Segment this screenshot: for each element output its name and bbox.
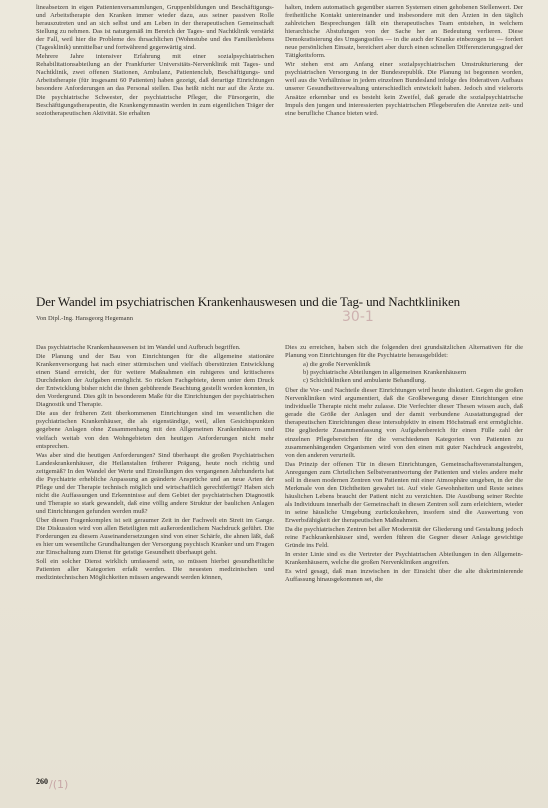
list-item: a) die große Nervenklinik xyxy=(303,361,371,369)
paragraph: Das Prinzip der offenen Tür in diesen Einrichtungen, Gemeinschaftsveranstaltungen, Anregungen zum Christlichen Selbstverantwortung der Patienten und vieles andere mehr soll in diesen modernen Zentren von Patienten mit einer Atmosphäre umgeben, in der die Merkmale von den Dichtheiten gewahrt ist. Auf viele Gewohnheiten und Reste seines häuslichen Lebens braucht der Patient nicht zu verzichten. Die Ausübung seiner Rechte als Individuum innerhalb der Gemeinschaft in diesen Zentren soll zum erleichtern, wieder in seine häusliche Umgebung zurückzukehren, insofern sind die Auswertung von Erwerbsfähigkeit der therapeutischen Maßnahmen. xyxy=(285,460,523,524)
paragraph: Es wird gesagt, daß man inzwischen in der Einsicht über die alte diskriminierende Auffassung hinausgekommen sei, die xyxy=(285,568,523,584)
paragraph: Was aber sind die heutigen Anforderungen? Sind überhaupt die großen Psychiatrischen Landeskrankenhäuser, die Heilanstalten früherer Prägung, heute noch richtig und zeitgemäß? In den Wandel der Werte und Einstellungen des vergangenen Jahrhunderts hat die Psychiatrie erhebliche Anpassung an geänderte Ansprüche und an neue Arten der Pflege und der Therapie technisch möglich und wirtschaftlich gerechtfertigt? Haben sich nicht die Auffassungen und Erkenntnisse auf dem Gebiet der psychiatrischen Diagnostik und Therapie so stark gewandelt, daß eine völlig andere Struktur der baulichen Anlagen und Einrichtungen gefunden werden muß? xyxy=(36,451,274,515)
paragraph: lineabsetzen in eigen Patientenversammlungen, Gruppenbildungen und Beschäftigungs- und Arbeitstherapie den Kranken immer wieder dazu, aus seiner passiven Rolle herauszutreten und an sich selbst und am Leben in der therapeutischen Gemeinschaft Stellung zu nehmen. Das ist naturgemäß im Bereich der Tages- und Nachtklinik verstärkt der Fall, weil hier die Probleme des ihrsachlichen (Wohnstube und des Familienlebens (Tagesklinik) unmittelbar und fortwährend gegenwärtig sind. xyxy=(36,4,274,52)
lower-left-column xyxy=(36,344,274,583)
author-byline: Von Dipl.-Ing. Hansgeorg Hegemann xyxy=(36,315,134,322)
paragraph: Mehrere Jahre intensiver Erfahrung mit einer sozialpsychiatrischen Rehabilitationsabteilung an der Frankfurter Universitäts-Nervenklinik mit Tages- und Nachtklinik, zwei offenen Stationen, Ambulanz, Patientenclub, Beschäftigungs- und Arbeitstherapie (für insgesamt 60 Patienten) haben gezeigt, daß derartige Einrichtungen besondere Anforderungen an das Personal stellen. Das heißt nicht nur auf die Ärzte zu. Die psychiatrische Schwester, der psychiatrische Pfleger, die Fürsorgerin, die Beschäftigungstherapeutin, die Krankengymnastin werden in zum eigentlichen Träger der soziotherapeutischen Aktivität. Sie erhalten xyxy=(36,53,274,117)
paragraph: Die Planung und der Bau von Einrichtungen für die allgemeine stationäre Krankenversorgung hat nach einer stürmischen und vielfach überstürzten Entwicklung einen Stand erreicht, der für weitere Maßnahmen ein ruhigeres und kritischeres Durchdenken der Aufgaben ermöglicht. So rücken Fachgebiete, deren unter dem Druck der Entwicklung bisher nicht die ihnen gebührende Beachtung gestellt worden konnten, in den Vordergrund. Dies gilt in besonderem Maße für die Einrichtungen der psychiatrischen Diagnostik und Therapie. xyxy=(36,353,274,409)
paragraph: Das psychiatrische Krankenhauswesen ist im Wandel und Aufbruch begriffen. xyxy=(36,344,241,351)
handwritten-note: 30-1 xyxy=(342,309,374,325)
lower-right-column xyxy=(285,344,523,585)
handwritten-page-mark: /(1) xyxy=(49,778,69,791)
paragraph: Wir stehen erst am Anfang einer sozialpsychiatrischen Umstrukturierung der psychiatrischen Versorgung in der Bundesrepublik. Die Planung ist begonnen worden, weil aus die Verhältnisse in jedem einzelnen Bundesland infolge des föderativen Aufbaus unserer Gesundheitsverwaltung unterschiedlich entwickelt haben. Jedoch sind vielerorts Ansätze erkennbar und es besteht kein Zweifel, daß gerade die sozialpsychiatrische Impuls den jungen und interessierten psychiatrischen Pflegeberufen die Anreize zeit- und eine berufliche Chance bieten wird. xyxy=(285,61,523,117)
list-item: c) Schichtkliniken und ambulante Behandlung. xyxy=(303,377,427,385)
paragraph: Da die psychiatrischen Zentren bei aller Modernität der Gliederung und Gestaltung jedoch reine Fachkrankenhäuser sind, werden führen die Gegner dieser Anlage gewichtige Gründe ins Feld. xyxy=(285,526,523,550)
paragraph: In erster Linie sind es die Vertreter der Psychiatrischen Abteilungen in den Allgemein-Krankenhäusern, welche die großen Nervenkliniken angreifen. xyxy=(285,551,523,567)
upper-right-column xyxy=(285,4,523,119)
article-title: Der Wandel im psychiatrischen Krankenhauswesen und die Tag- und Nachtkliniken xyxy=(36,294,460,309)
upper-left-column xyxy=(36,4,274,119)
paragraph: Über die Vor- und Nachteile dieser Einrichtungen wird heute diskutiert. Gegen die großen Nervenkliniken wird argumentiert, daß die Großbewegung dieser Einrichtungen eine individuelle Therapie nicht mehr zulasse. Die Verfechter dieser Thesen wissen auch, daß gerade die Größe der Anlagen und der damit verbundene Ausstattungsgrad der therapeutischen Einrichtungen diese intersubjektiv in einem Höchstmaß erst ermöglichte. Die gegliederte Zusammenfassung von Aufgabenbereich für einen Fülle zahl der einzelnen Pflegebereichen für die verschiedenen Kategorien von Patienten zu zusammenhängenden Organismen wird von den einen mit guter Nachdruck angestrebt, von den anderen verurteilt. xyxy=(285,387,523,459)
paragraph: halten, indem automatisch gegenüber starren Systemen einen gehobenen Stellenwert. Der freiheitliche Kontakt untereinander und insbesondere mit den Ärzten in den täglich zahlreichen Besprechungen fällt ein therapeutisches Team entstehen, in welchem hierarchische Abstufungen von der Sache her an Bedeutung verlieren. Diese Demokratisierung des Umgangsstiles — in die auch der Kranke einbezogen ist — fordert neue persönlichen Einsatz, bereichert aber durch einen schnellen Differenzierungsgrad der Tätigkeitsform. xyxy=(285,4,523,60)
page-number: 260 xyxy=(36,777,48,786)
list-item: b) psychiatrische Abteilungen in allgemeinen Krankenhäusern xyxy=(303,369,467,377)
paragraph: Soll ein solcher Dienst wirklich umfassend sein, so müssen hierbei gesundheitliche Patienten aller Kategorien erfaßt werden. Die neuesten medizinischen und medizintechnischen Möglichkeiten müssen angewandt werden können, xyxy=(36,558,274,582)
paragraph: Dies zu erreichen, haben sich die folgenden drei grundsätzlichen Alternativen für die Planung von Einrichtungen für die Psychiatrie herausgebildet: xyxy=(285,344,523,360)
paragraph: Über diesen Fragenkomplex ist seit geraumer Zeit in der Fachwelt ein Streit im Gange. Die Diskussion wird von allen Beteiligten mit außerordentlichem Nachdruck geführt. Die Forderungen zu diesem Auseinandersetzungen sind von einer Schärfe, die ahnen läßt, daß es hier um wesentliche Grundhaltungen der Versorgung psychisch Kranker und um Fragen zur Einschaltung zum Dienst für geistige Gesundheit überhaupt geht. xyxy=(36,516,274,557)
alternatives-list xyxy=(303,361,523,385)
paragraph: Die aus der früheren Zeit überkommenen Einrichtungen sind im wesentlichen die psychiatrischen Krankenhäuser, die als eigenständige, weil, allen Gesichtspunkten gegebene Anlagen ohne Zusammenhang mit den Allgemeinen Krankenhäusern und vielfach weitab von den Wohngebieten den heutigen Anforderungen nicht mehr entsprechen. xyxy=(36,410,274,450)
